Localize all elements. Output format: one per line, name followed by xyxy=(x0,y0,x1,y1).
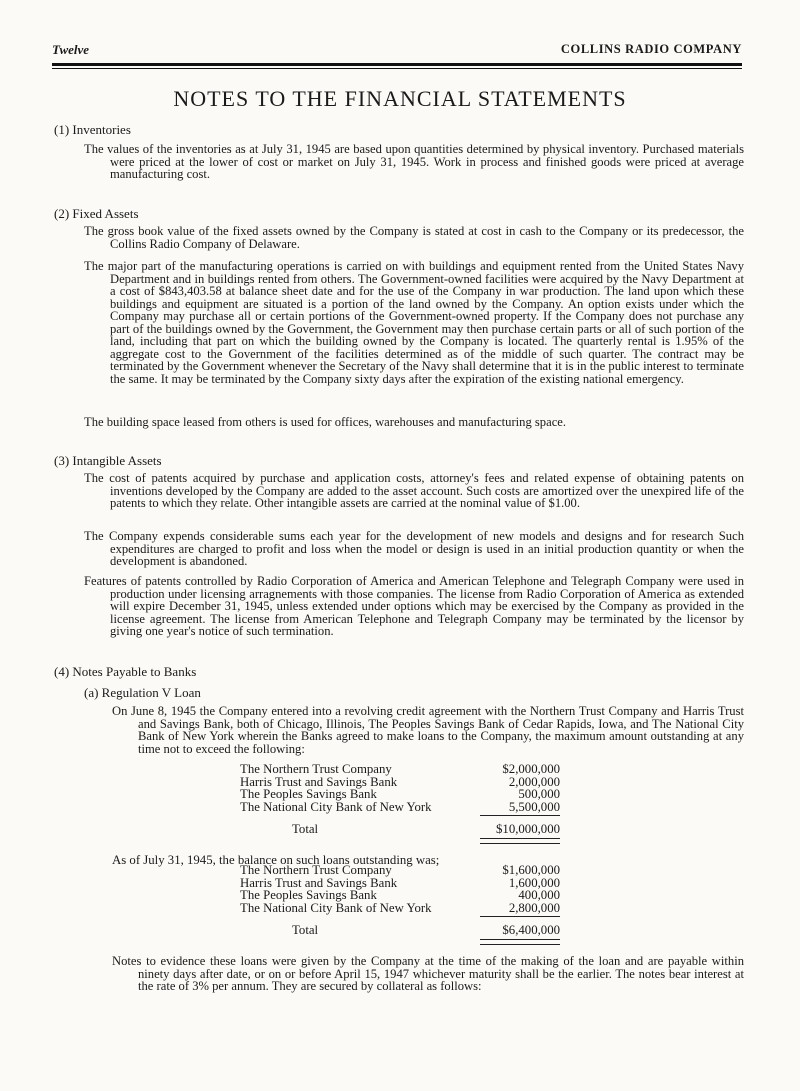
page-number-label: Twelve xyxy=(52,42,90,57)
fixed-assets-paragraph-2: The major part of the manufacturing operations is carried on with buildings and equipment rented from the United States Navy Department and in buildings rented from others. The Government-owned facilities were acquired by the Navy Department at a cost of $843,403.58 at balance sheet date and for the use of the Company in war production. The land upon which these buildings and equipment are situated is a portion of the land owned by the Company. An option exists under which the Company may purchase all or certain portions of the Government-owned property. If the Company does not purchase any part of the buildings owned by the Government, the Government may then purchase certain parts or all of such portion of the land, including that part on which the building owned by the Company is located. The quarterly rental is 1.95% of the aggregate cost to the Government of the facilities determined as of the middle of such quarter. The contract may be terminated by the Government whenever the Secretary of the Navy shall determine that it is in the public interest to terminate the same. It may be terminated by the Company sixty days after the expiration of the existing national emergency. xyxy=(84,259,744,386)
balance-intro: As of July 31, 1945, the balance on such loans outstanding was; xyxy=(112,853,440,867)
inventories-paragraph: The values of the inventories as at July 31, 1945 are based upon quantities determined by physical inventory. Purchased materials were priced at the lower of cost or market on July 31, 1945. Work in process and finished goods were priced at average manufacturing cost. xyxy=(84,142,744,181)
header-rule-thin xyxy=(52,68,742,69)
header-rule-thick xyxy=(52,63,742,66)
section-heading-intangible: (3) Intangible Assets xyxy=(54,453,162,468)
total-double-rule xyxy=(480,939,560,945)
page-header xyxy=(52,42,742,62)
subtotal-rule xyxy=(480,916,560,917)
credit-limit-table xyxy=(240,763,560,813)
section-heading-inventories: (1) Inventories xyxy=(54,122,131,137)
section-heading-notes-payable: (4) Notes Payable to Banks xyxy=(54,664,197,679)
table-row: The Northern Trust Company $1,600,000 xyxy=(240,863,560,877)
fixed-assets-paragraph-3: The building space leased from others is used for offices, warehouses and manufacturing space. xyxy=(84,415,567,429)
table-row: Harris Trust and Savings Bank 1,600,000 xyxy=(240,875,560,890)
table-row: Harris Trust and Savings Bank 2,000,000 xyxy=(240,774,560,789)
company-name: COLLINS RADIO COMPANY xyxy=(560,42,742,56)
subtotal-rule xyxy=(480,815,560,816)
table-row: The Peoples Savings Bank 500,000 xyxy=(240,787,560,801)
sub-heading-regulation-v: (a) Regulation V Loan xyxy=(84,685,201,700)
balance-outstanding-table xyxy=(240,864,560,914)
total-double-rule xyxy=(480,838,560,844)
regulation-v-paragraph: On June 8, 1945 the Company entered into a revolving credit agreement with the Northern Trust Company and Harris Trust and Savings Bank, both of Chicago, Illinois, The Peoples Savings Bank of Cedar Rapids, Iowa, and The National City Bank of New York wherein the Banks agreed to make loans to the Company, the maximum amount outstanding at any time not to exceed the following: xyxy=(112,704,744,756)
fixed-assets-paragraph-1: The gross book value of the fixed assets owned by the Company is stated at cost in cash to the Company or its predecessor, the Collins Radio Company of Delaware. xyxy=(84,224,744,251)
table-row: The National City Bank of New York 5,500,000 xyxy=(240,799,560,814)
intangible-paragraph-1: The cost of patents acquired by purchase and application costs, attorney's fees and related expense of obtaining patents on inventions developed by the Company are added to the asset account. Such costs are amortized over the unexpired life of the patents to which they relate. Other intangible assets are carried at the nominal value of $1.00. xyxy=(84,471,744,510)
table-row: The Northern Trust Company $2,000,000 xyxy=(240,762,560,776)
intangible-paragraph-3: Features of patents controlled by Radio Corporation of America and American Telephone and Telegraph Company were used in production under licensing arragnements with those companies. The license from Radio Corporation of America as extended will expire December 31, 1945, unless extended under options which may be exercised by the Company as provided in the license agreement. The license from American Telephone and Telegraph Company may be terminated by the licensor by giving one year's notice of such termination. xyxy=(84,574,744,638)
notes-terms-paragraph: Notes to evidence these loans were given by the Company at the time of the making of the loan and are payable within ninety days after date, or on or before April 15, 1947 whichever maturity shall be the earlier. The notes bear interest at the rate of 3% per annum. They are secured by collateral as follows: xyxy=(112,954,744,993)
table-row: The National City Bank of New York 2,800,000 xyxy=(240,900,560,915)
intangible-paragraph-2: The Company expends considerable sums each year for the development of new models and designs and for research Such expenditures are charged to profit and loss when the model or design is used in an initial production quantity or when the development is abandoned. xyxy=(84,529,744,568)
page-title: NOTES TO THE FINANCIAL STATEMENTS xyxy=(173,86,627,111)
section-heading-fixed-assets: (2) Fixed Assets xyxy=(54,206,139,221)
balance-total-row: Total $6,400,000 xyxy=(292,923,560,937)
table-row: The Peoples Savings Bank 400,000 xyxy=(240,888,560,902)
credit-limit-total-row: Total $10,000,000 xyxy=(292,822,560,836)
